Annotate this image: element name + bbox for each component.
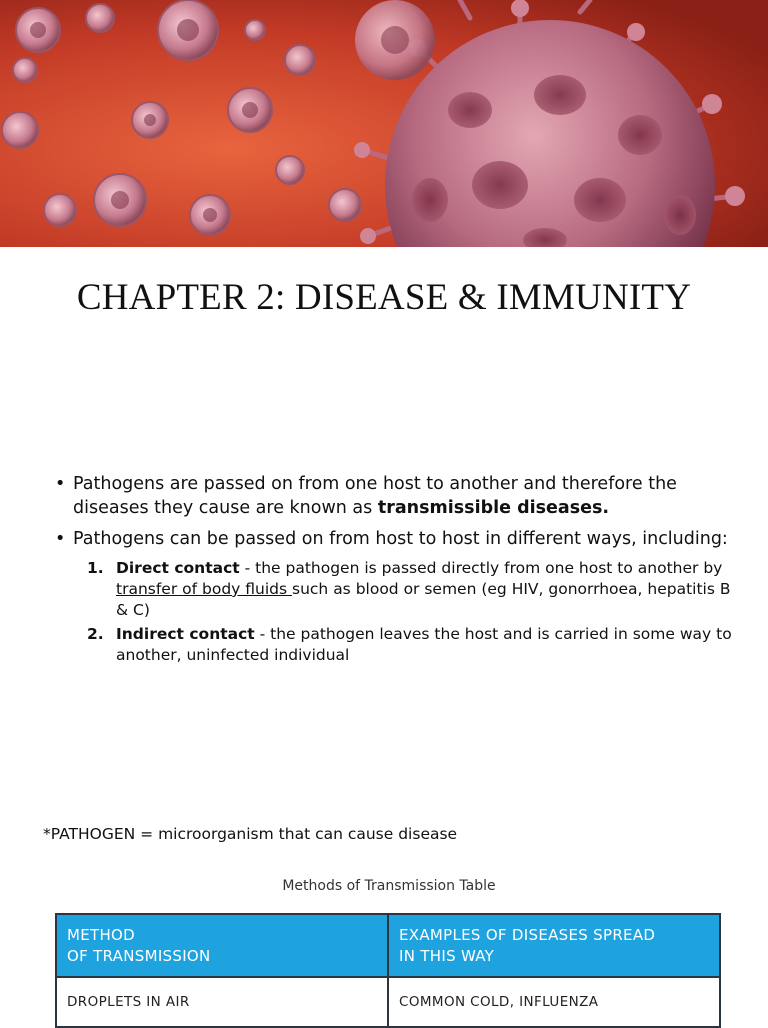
header-examples: EXAMPLES OF DISEASES SPREAD IN THIS WAY [388, 914, 720, 977]
item-term: Indirect contact [116, 625, 255, 643]
bullet-text: Pathogens can be passed on from host to host in different ways, including: [73, 529, 728, 549]
item-number: 2. [87, 625, 104, 643]
table-header-row [56, 914, 720, 977]
page-title: CHAPTER 2: DISEASE & IMMUNITY [76, 277, 692, 318]
table-cell: COMMON COLD, INFLUENZA [388, 977, 720, 1027]
item-text: - the pathogen is passed directly from one host to another by [239, 559, 723, 577]
item-text: - the pathogen leaves the host and is carried in some way to another, uninfected individual [116, 625, 732, 664]
bullet-text: Pathogens are passed on from one host to another and therefore the diseases they cause are known as [73, 474, 677, 518]
bullet-bold-text: transmissible diseases. [377, 498, 610, 518]
transmission-table [55, 913, 721, 1028]
bullet-dot-icon: • [55, 474, 66, 494]
table-row [56, 977, 720, 1027]
bullet-list [55, 472, 735, 669]
item-text: such as blood or semen (eg HIV, gonorrhoea, hepatitis B & C) [116, 580, 731, 619]
item-number: 1. [87, 559, 104, 577]
table-title: Methods of Transmission Table [282, 878, 496, 894]
hero-virus-image [0, 0, 768, 247]
numbered-item [70, 558, 735, 621]
item-term: Direct contact [116, 559, 240, 577]
bullet-item [55, 527, 735, 551]
numbered-list [70, 558, 735, 666]
bullet-item [55, 472, 735, 520]
pathogen-footnote: *PATHOGEN = microorganism that can cause disease [43, 825, 458, 843]
numbered-item [70, 624, 735, 666]
item-underlined-text: transfer of body fluids [116, 580, 293, 598]
header-method: METHOD OF TRANSMISSION [56, 914, 388, 977]
bullet-dot-icon: • [55, 529, 66, 549]
table-cell: DROPLETS IN AIR [56, 977, 388, 1027]
